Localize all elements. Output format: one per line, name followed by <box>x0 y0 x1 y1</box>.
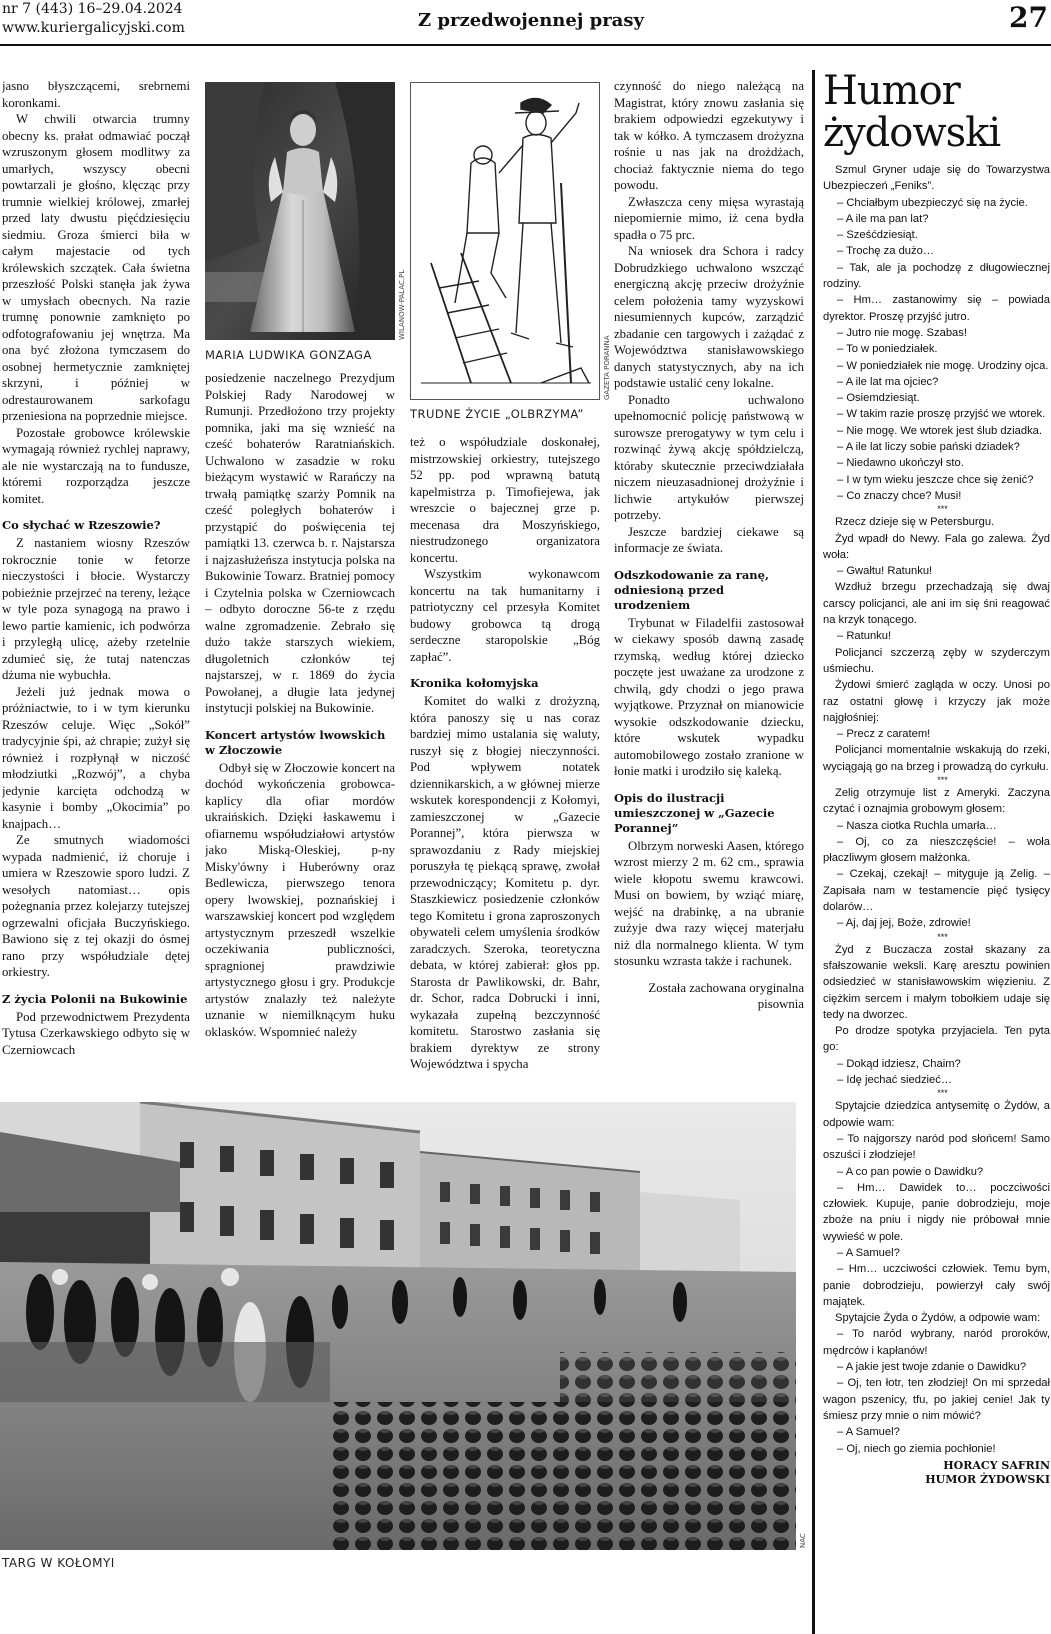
humor-line: – Jutro nie mogę. Szabas! <box>837 326 967 339</box>
section-separator: *** <box>937 931 948 942</box>
paragraph: Jeszcze bardziej ciekawe są informacje ze świata. <box>614 524 804 555</box>
humor-line: – To najgorszy naród pod słońcem! Samo oszuści i złodzieje! <box>823 1132 1050 1162</box>
humor-line: – A co pan powie o Dawidku? <box>837 1165 984 1178</box>
humor-line: – A ile lat liczy sobie pański dziadek? <box>837 441 1020 454</box>
paragraph: jasno błyszczącemi, srebrnemi koronkami. <box>2 79 190 110</box>
humor-line: Policjanci szczerzą zęby w szyderczym uśmiechu. <box>823 646 1050 675</box>
humor-line: – Osiemdziesiąt. <box>837 392 920 405</box>
humor-line: – Oj, co za nieszczęście! – woła płaczliwym głosem małżonka. <box>823 835 1050 865</box>
page-number: 27 <box>1009 1 1048 34</box>
paragraph: Zwłaszcza ceny mięsa wyrastają niepomiernie mimo, iż cena bydła spadła o 75 prc. <box>614 194 804 242</box>
humor-title: Humor żydowski <box>823 68 1001 156</box>
humor-author: HORACY SAFRIN <box>943 1458 1050 1472</box>
market-image <box>0 1102 796 1550</box>
humor-line: – To naród wybrany, naród proroków, mędrców i kapłanów! <box>823 1328 1050 1357</box>
humor-line: – I w tym wieku jeszcze chce się żenić? <box>837 473 1034 486</box>
humor-line: – To w poniedziałek. <box>837 343 938 356</box>
humor-line: Po drodze spotyka przyjaciela. Ten pyta go: <box>823 1025 1050 1054</box>
humor-line: Rzecz dzieje się w Petersburgu. <box>835 516 995 529</box>
subheading-odszkodowanie: Odszkodowanie za ranę, odniesioną przed urodzeniem <box>614 567 769 612</box>
cartoon-credit: GAZETA PORANNA <box>603 335 611 400</box>
humor-line: – Nie mogę. We wtorek jest ślub dziadka. <box>837 424 1042 437</box>
humor-line: – Co znaczy chce? Musi! <box>837 489 962 502</box>
section-title: Z przedwojennej prasy <box>418 10 644 31</box>
article-column-3 <box>410 434 600 1096</box>
humor-line: – Aj, daj jej, Boże, zdrowie! <box>837 917 971 930</box>
humor-line: – W poniedziałek nie mogę. Urodziny ojca. <box>837 359 1049 372</box>
subheading-bukowina: Z życia Polonii na Bukowinie <box>2 991 188 1006</box>
humor-line: – Oj, niech go ziemia pochłonie! <box>837 1442 996 1455</box>
humor-line: – Czekaj, czekaj! – mityguje ją Zelig. – Zapisała nam w testamencie pięć tysięcy dolarów… <box>823 868 1050 914</box>
subheading-kronika: Kronika kołomyjska <box>410 676 539 690</box>
section-separator: *** <box>937 504 948 515</box>
paragraph: Odbył się w Złoczowie koncert na dochód wykończenia grobowca-kaplicy dla ofiar mordów ukraińskich. Dzięki łaskawemu i ofiarnemu współudziałowi artystów jako Miską-Oleskiej, p-ny Misky'ówny i Huberówny oraz Bedlewicza, pierwszego tenora opery lwowskiej, poznańskiej i warszawskiej koncert pod względem artystycznym przeszedł wszelkie oczekiwania publiczności, spragnionej prawdziwie artystycznego głosu i gry. Produkcje artystów znalazły też należyte uznanie w niemilknącym huku oklasków. Wspomnieć należy <box>205 760 395 1039</box>
subheading-koncert: Koncert artystów lwowskich w Złoczowie <box>205 727 386 757</box>
humor-line: – Tak, ale ja pochodzę z długowiecznej rodziny. <box>823 261 1050 291</box>
humor-line: – A ile ma pan lat? <box>837 212 929 225</box>
issue-info <box>2 0 185 38</box>
page-header <box>0 0 1051 46</box>
humor-line: – A ile lat ma ojciec? <box>837 375 939 388</box>
article-column-4 <box>614 78 804 1096</box>
humor-line: – A Samuel? <box>837 1426 900 1439</box>
paragraph: Wszystkim wykonawcom koncertu na tak humanitarny i patriotyczny cel przesyła Komitet budowy grobowca tą drogą serdeczne staropolskie „Bóg zapłać”. <box>410 567 600 664</box>
note-original-spelling: Została zachowana oryginalna pisownia <box>648 980 804 1011</box>
paragraph: Komitet do walki z drożyzną, która panoszy się u nas coraz bardziej mimo ustalania się waluty, ruszył się z błogiej nieczynności. Pod wpływem notatek dziennikarskich, a w głównej mierze wskutek korespondencji z Kołomyi, zamieszczonej w „Gazecie Porannej”, która pierwsza w sprawozdaniu z Rady miejskiej poruszyła tę piekącą sprawę, zwołał przewodniczący; Komitetu p. dyr. Staszkiewicz posiedzenie członków tego Komitetu i grona zaproszonych obywateli celem umyślenia środków zaradczych. Szeroka, teoretyczna debata, w której zabierał: głos pp. Starosta dr Pawlikowski, dr. Bahr, dr. Schor, radca Dobrucki i inni, wykazała zupełną bezczynność komitetu. Starostwo zasłania się brakiem dyrektyw ze strony Województwa i spycha <box>410 694 600 1071</box>
humor-line: – Gwałtu! Ratunku! <box>837 565 933 578</box>
humor-line: Spytajcie dziedzica antysemitę o Żydów, a odpowie wam: <box>823 1100 1050 1129</box>
humor-line: Żyd z Buczacza został skazany za sfałszowanie weksli. Karę aresztu powinien odsiedzieć w stanisławowskim więzieniu. Z ciężkim sercem i małym tobołkiem udaje się tedy na dworzec. <box>823 943 1050 1021</box>
humor-line: – Niedawno ukończył sto. <box>837 457 964 470</box>
humor-line: – Nasza ciotka Ruchla umarła… <box>837 819 997 832</box>
humor-line: Wzdłuż brzegu przechadzają się dwaj carscy policjanci, ale ani im się śni reagować na krzyk tonącego. <box>823 581 1050 627</box>
subheading-opis: Opis do ilustracji umieszczonej w „Gazecie Porannej” <box>614 790 775 835</box>
issue-number: nr 7 (443) 16–29.04.2024 <box>2 1 183 17</box>
paragraph: Trybunat w Filadelfii zastosował w ciekawy sposób dawną zasadę rzymską, według której dziecko poczęte jest uważane za urodzone z chwilą, gdy chodzi o jego prawa wyjątkowe. Przyznał on mianowicie wysokie odszkodowanie dziecku, które wskutek wypadku automobilowego zostało zranione w łonie matki i urodziło się kaleką. <box>614 615 804 778</box>
cartoon-drawing <box>411 83 599 399</box>
paragraph: też o współudziale doskonałej, mistrzowskiej orkiestry, tutejszego 52 pp. pod wprawną batutą kapelmistrza p. Timofiejewa, jak wreszcie o bajecznej grze p. mecenasa dra Moszyńskiego, niestrudzonego organizatora koncertu. <box>410 435 600 565</box>
humor-line: – A Samuel? <box>837 1247 900 1259</box>
paragraph: Ze smutnych wiadomości wypada nadmienić, iż choruje i umiera w Rzeszowie sporo ludzi. Z wesołych natomiast… opis pożegnania przez kolejarzy tutejszej ogrzewalni oficjała Buczyńskiego. Bawiono się z tej okazji do ósmej rano przy współudziale dętej orkiestry. <box>2 833 190 979</box>
humor-line: – Dokąd idziesz, Chaim? <box>837 1057 961 1070</box>
humor-sidebar <box>812 70 1050 1634</box>
humor-line: – Trochę za dużo… <box>837 245 935 258</box>
humor-line: – Chciałbym ubezpieczyć się na życie. <box>837 196 1028 209</box>
humor-line: – Hm… uczciwości człowiek. Temu bym, panie dobrodzieju, powierzył cały swój majątek. <box>823 1263 1050 1308</box>
paragraph: Pod przewodnictwem Prezydenta Tytusa Czerkawskiego odbyto się w Czerniowcach <box>2 1009 190 1057</box>
humor-line: – Sześćdziesiąt. <box>837 229 918 242</box>
humor-line: – Idę jechać siedzieć… <box>837 1074 953 1087</box>
paragraph: Z nastaniem wiosny Rzeszów rokrocznie tonie w fetorze nieczystości i błocie. Wystarczy pobieżnie przejrzeć na tereny, leżące w tyle poza synagogą na prawo i lewo partie kamienic, ich podwórza i przyległą ulicę, ażeby rzetelnie zdumieć się, że tutaj natenczas dżuma nie wybuchła. <box>2 536 190 682</box>
market-caption: TARG W KOŁOMYI <box>2 1556 115 1570</box>
humor-line: – A jakie jest twoje zdanie o Dawidku? <box>837 1361 1027 1374</box>
humor-source: HUMOR ŻYDOWSKI <box>925 1472 1050 1486</box>
cartoon-caption: TRUDNE ŻYCIE „OLBRZYMA” <box>410 407 584 421</box>
section-separator: *** <box>937 1088 948 1099</box>
paragraph: Pozostałe grobowce królewskie wymagają również rychlej naprawy, ale nie wystarczają na to fundusze, któremi rozporządza jeszcze komitet. <box>2 425 190 506</box>
website-link[interactable]: www.kuriergalicyjski.com <box>2 20 185 36</box>
subheading-rzeszow: Co słychać w Rzeszowie? <box>2 518 161 532</box>
humor-line: Spytajcie Żyda o Żydów, a odpowie wam: <box>835 1312 1041 1325</box>
paragraph: Olbrzym norweski Aasen, którego wzrost mierzy 2 m. 62 cm., sprawia wiele kłopotu swemu krawcowi. Musi on bowiem, by wziąć miarę, wejść na drabinkę, a na ubranie zużyje dwa razy więcej materjału niż dla normalnego klienta. W tym stosunku wzrasta także i rachunek. <box>614 838 804 968</box>
humor-line: Szmul Gryner udaje się do Towarzystwa Ubezpieczeń „Feniks”. <box>823 164 1050 193</box>
humor-line: Żydowi śmierć zagląda w oczy. Unosi po raz ostatni głowę i krzyczy jak może najgłośniej: <box>823 679 1050 724</box>
humor-line: – Hm… Dawidek to… poczciwości człowiek. Kupuje, panie dobrodzieju, moje zboże na pniu i nigdy nie próbował mnie wywieść w pole. <box>823 1181 1050 1243</box>
humor-line: – Hm… zastanowimy się – powiada dyrektor. Proszę przyjść jutro. <box>823 294 1050 323</box>
humor-line: Policjanci momentalnie wskakują do rzeki, wyciągają go na brzeg i prowadzą do cyrkułu. <box>823 744 1050 773</box>
portrait-photo <box>205 82 395 340</box>
paragraph: Ponadto uchwalono upełnomocnić policję państwową w surowsze prerogatywy w tym celu i rozwinąć żywą akcję spółdzielczą, któraby skutecznie przeciwdziałała niczem nieuzasadnionej drożyźnie i lichwie artykułów pierwszej potrzeby. <box>614 392 804 522</box>
humor-line: – W takim razie proszę przyjść we wtorek. <box>837 408 1046 421</box>
humor-body <box>823 162 1050 1457</box>
portrait-caption: MARIA LUDWIKA GONZAGA <box>205 348 372 362</box>
paragraph: Na wniosek dra Schora i radcy Dobrudzkiego uchwalono wszcząć energiczną akcję przeciw drożyźnie celem położenia tamy wyzyskowi niesumiennych kupców, zarządzić zbadanie cen targowych i zażądać z Województwa stanisławowskiego danych statystycznych, aby na ich podstawie ustalić ceny lokalne. <box>614 244 804 390</box>
article-column-2 <box>205 370 395 1096</box>
cartoon-image <box>410 82 600 400</box>
portrait-credit: WILANOW-PALAC.PL <box>398 269 406 340</box>
paragraph: czynność do niego należącą na Magistrat, który znowu zasłania się brakiem odpowiedzi egzekutywy i tak w kółko. A tymczasem drożyzna rośnie u nas jak na drożdżach, chociaż faktycznie niema do tego powodu. <box>614 79 804 192</box>
humor-line: Zelig otrzymuje list z Ameryki. Zaczyna czytać i oznajmia grobowym głosem: <box>823 786 1050 816</box>
humor-line: – Oj, ten łotr, ten złodziej! On mi sprzedał wagon pszenicy, tfu, po jakiej cenie! Jak ty śmiesz przy mnie o nim mówić? <box>823 1377 1050 1422</box>
humor-line: – Ratunku! <box>837 630 892 643</box>
paragraph: posiedzenie naczelnego Prezydjum Polskiej Rady Narodowej w Rumunji. Przedłożono trzy projekty pomnika, jaki ma się wznieść na cześć bohaterów Raratniańskich. Uchwalono w zasadzie w roku bieżącym wystawić w Rarańczy na trwałą pamiątkę szarży Pomnik na cześć poległych bohaterów i przystąpić do poświęcenia tej pamiątki 13. czerwca b. r. Najstarsza i najzasłużeńsza instytucja polska na Bukowinie Towarz. Bratniej pomocy i Czytelnia polska w Czerniowcach – odbyto doroczne 56-te z rzędu walne zgromadzenie. Zebrało się dużo także starszych wiekiem, długoletnich członków tej najstarszej, w r. 1869 do życia Powołanej, a długie lata jedynej instytucji polskiej na Bukowinie. <box>205 371 395 715</box>
paragraph: W chwili otwarcia trumny obecny ks. prałat odmawiać począł wzruszonym głosem modlitwy za umarłych, wszyscy obecni powtarzali je głośno, klęcząc przy trumnie wielkiej królowej, zmarłej przed laty dwustu pięćdziesięciu siedmiu. Groza śmierci biła w całym majestacie od tych królewskich szczątek. Cała świetna przeszłość Polski stanęła jak żywa w umysłach obecnych. Na razie trumnę ponownie zamknięto po odfotografowaniu jej wnętrza. Ma ona być złożona tymczasem do osobnej hermetycznie zamkniętej skrzyni, i później w odrestaurowanem sarkofagu przeniesiona na poprzednie miejsce. <box>2 112 190 423</box>
humor-line: – Precz z caratem! <box>837 728 931 741</box>
portrait-image <box>205 82 395 340</box>
article-column-1 <box>2 78 190 1096</box>
paragraph: Jeżeli już jednak mowa o próżniactwie, to i w tym kierunku Rzeszów celuje. Więc „Sokół” tradycyjnie śpi, aż chrapie; zużył się również i rozpłynął w niczość młodziutki „Rozwój”, a chyba jedynie karcięta odchodzą w kasynie i bomby „Okocimia” po knajpach… <box>2 684 190 831</box>
section-separator: *** <box>937 774 948 785</box>
market-photo <box>0 1102 796 1550</box>
humor-line: Żyd wpadł do Newy. Fala go zalewa. Żyd woła: <box>823 532 1050 561</box>
market-credit: NAC <box>799 1533 807 1548</box>
